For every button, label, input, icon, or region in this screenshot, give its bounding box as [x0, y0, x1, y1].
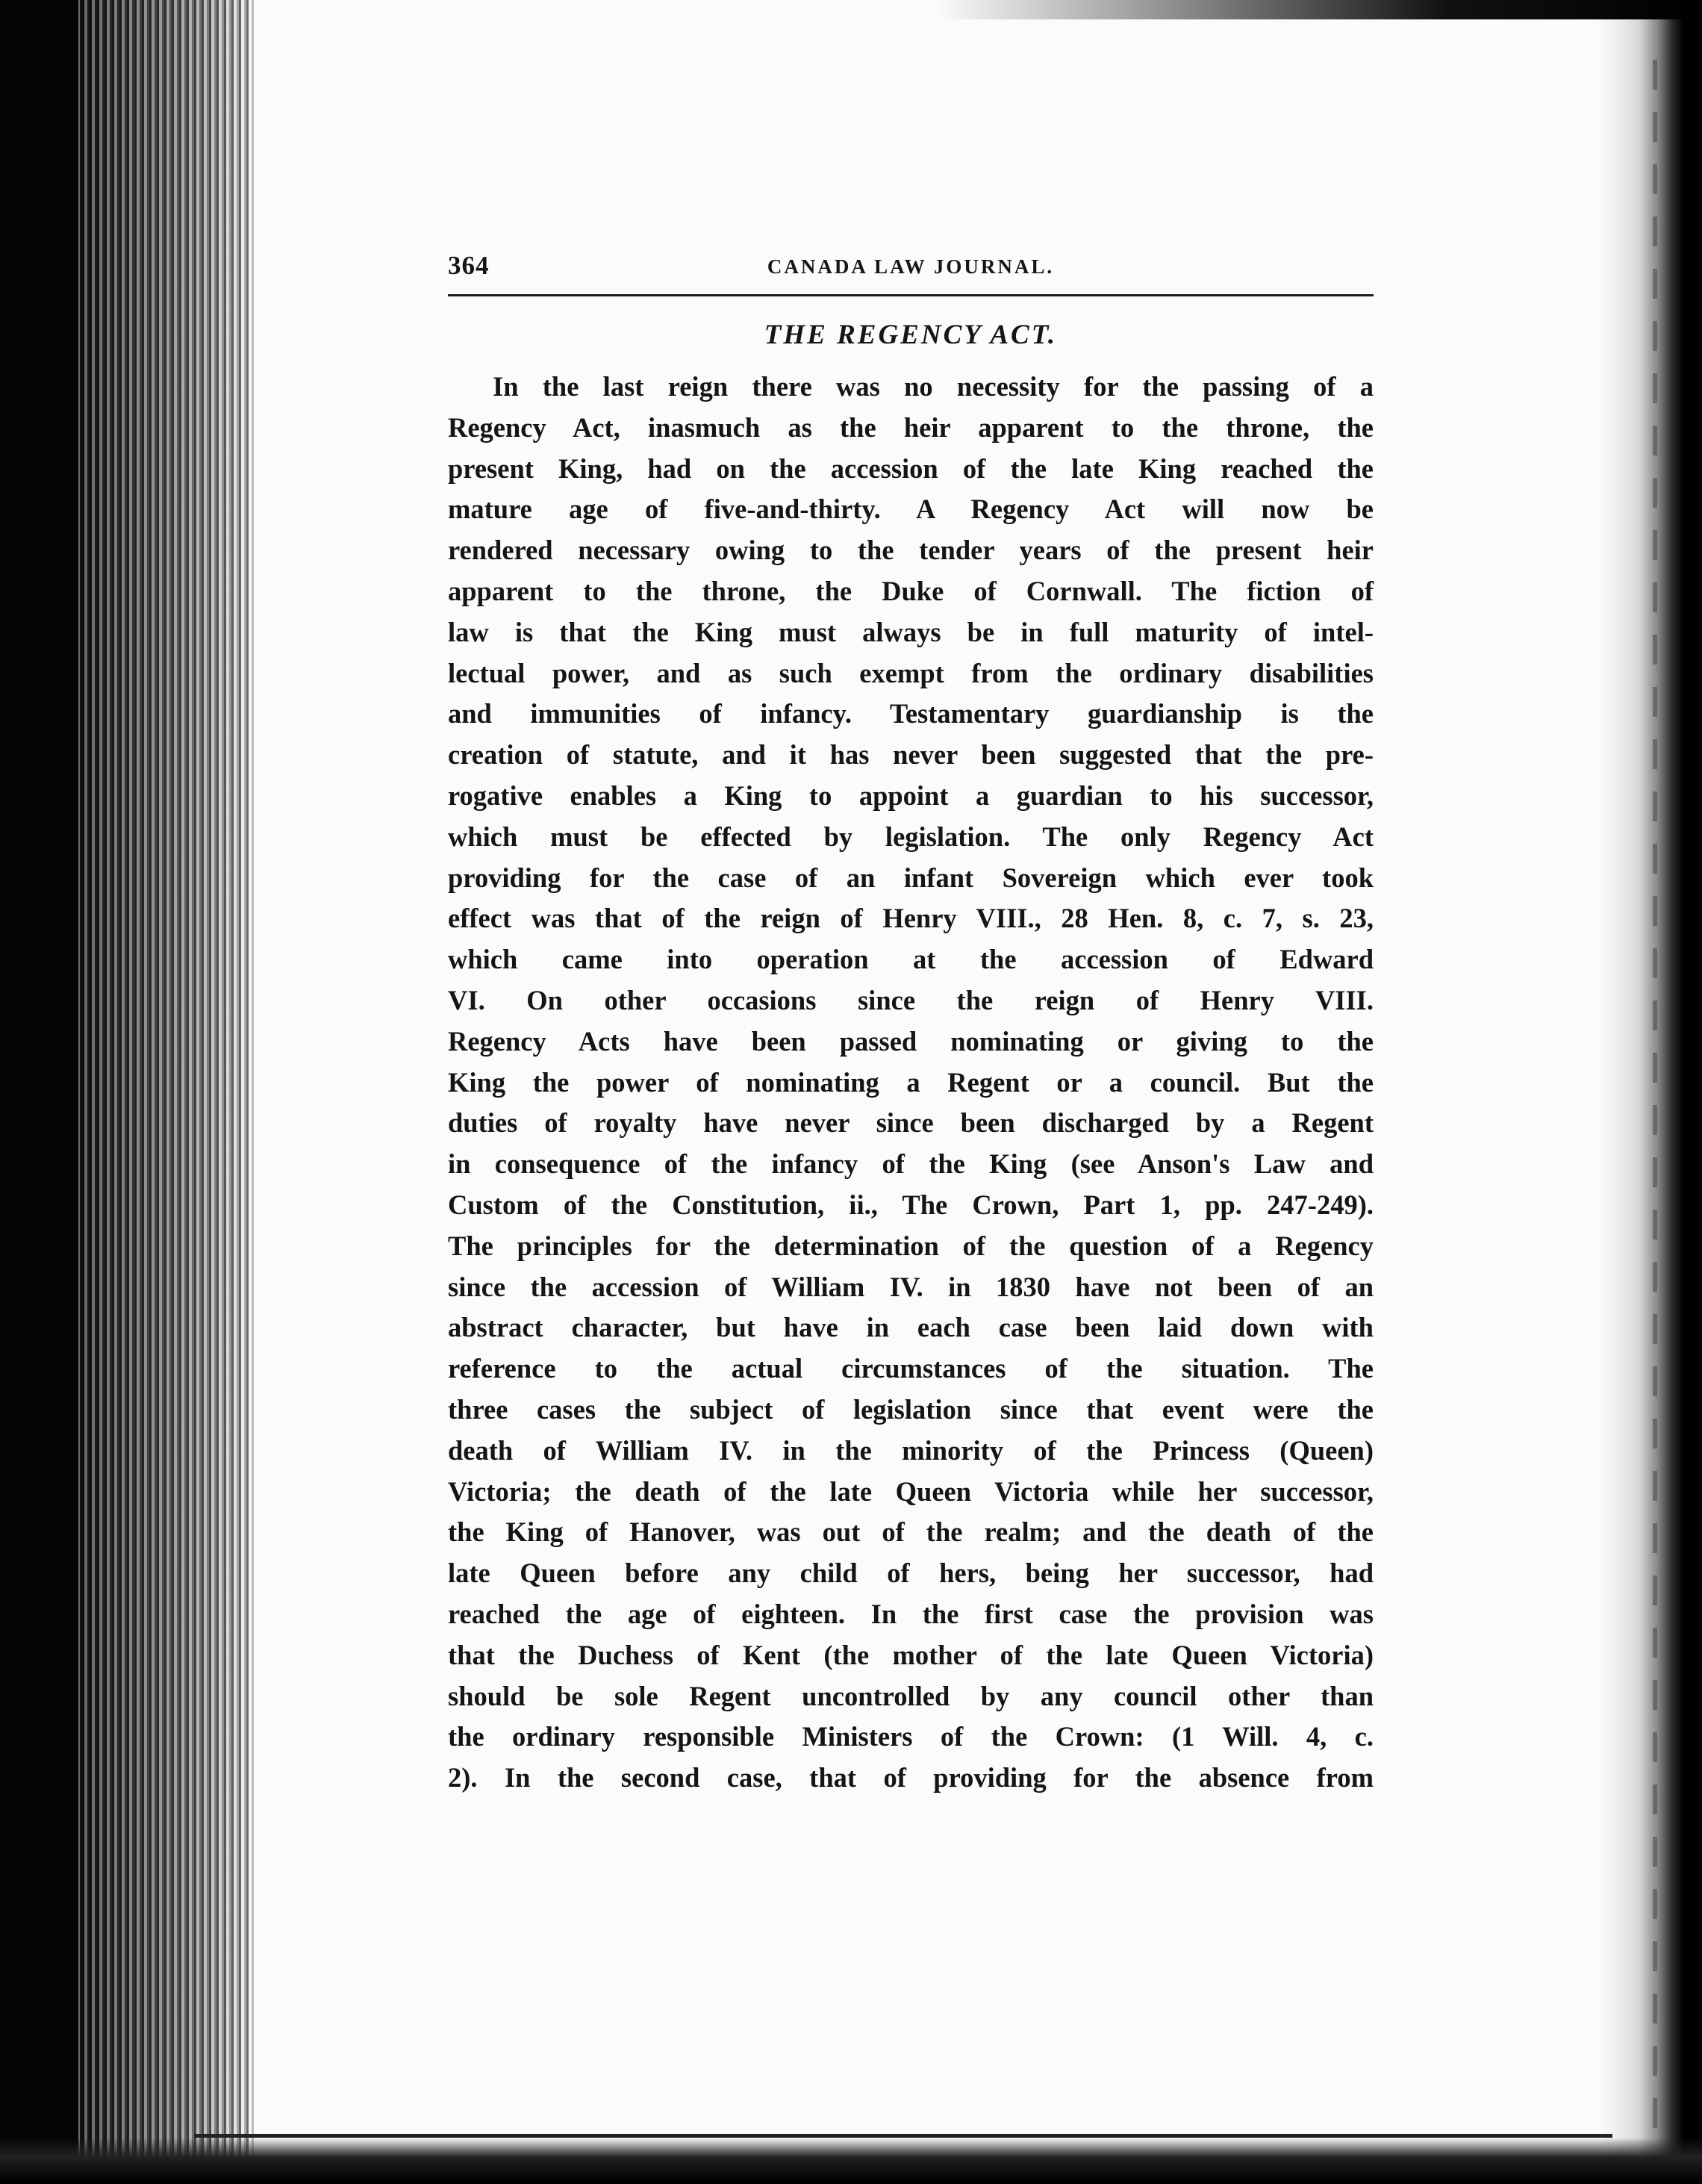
text-line: death of William IV. in the minority of the Princess (Queen) — [448, 1434, 1374, 1466]
text-line: rogative enables a King to appoint a guardian to his successor, — [448, 780, 1374, 811]
text-line: present King, had on the accession of the late King reached the — [448, 452, 1374, 484]
top-edge-shadow — [0, 0, 1702, 19]
text-line: creation of statute, and it has never been suggested that the pre- — [448, 739, 1374, 771]
text-line: In the last reign there was no necessity for the passing of a — [493, 371, 1374, 402]
article-title: THE REGENCY ACT. — [764, 320, 1058, 350]
text-line: apparent to the throne, the Duke of Cornwall. The fiction of — [448, 575, 1374, 606]
text-line: the King of Hanover, was out of the realm; and the death of the — [448, 1516, 1374, 1548]
text-line: Regency Act, inasmuch as the heir apparent to the throne, the — [448, 411, 1374, 443]
text-line: since the accession of William IV. in 1830 have not been of an — [448, 1271, 1374, 1302]
text-line: Victoria; the death of the late Queen Victoria while her successor, — [448, 1475, 1374, 1507]
text-line: VI. On other occasions since the reign of Henry VIII. — [448, 984, 1374, 1015]
text-line: mature age of five-and-thirty. A Regency Act will now be — [448, 494, 1374, 525]
bottom-edge-shadow — [0, 2138, 1702, 2184]
text-line: which must be effected by legislation. The only Regency Act — [448, 821, 1374, 852]
text-line: and immunities of infancy. Testamentary guardianship is the — [448, 698, 1374, 729]
text-line: reached the age of eighteen. In the first case the provision was — [448, 1598, 1374, 1629]
text-line: late Queen before any child of hers, being her successor, had — [448, 1558, 1374, 1589]
text-line: The principles for the determination of the question of a Regency — [448, 1230, 1374, 1261]
page-number: 364 — [448, 251, 490, 280]
text-line: three cases the subject of legislation since that event were the — [448, 1393, 1374, 1425]
text-line: should be sole Regent uncontrolled by any council other than — [448, 1680, 1374, 1711]
text-line: which came into operation at the accession of Edward — [448, 944, 1374, 975]
journal-title: CANADA LAW JOURNAL. — [767, 255, 1055, 278]
text-line: providing for the case of an infant Sovereign which ever took — [448, 862, 1374, 893]
text-line: King the power of nominating a Regent or a council. But the — [448, 1066, 1374, 1098]
text-line: abstract character, but have in each case been laid down with — [448, 1312, 1374, 1343]
running-head — [448, 246, 1374, 291]
text-line: duties of royalty have never since been discharged by a Regent — [448, 1107, 1374, 1139]
text-line: that the Duchess of Kent (the mother of the late Queen Victoria) — [448, 1639, 1374, 1670]
right-edge-texture — [1653, 60, 1657, 2135]
book-spine-edge — [0, 0, 78, 2184]
text-line: the ordinary responsible Ministers of the Crown: (1 Will. 4, c. — [448, 1721, 1374, 1752]
text-line: law is that the King must always be in full maturity of intel- — [448, 616, 1374, 647]
bottom-page-rule — [194, 2134, 1612, 2138]
text-line: lectual power, and as such exempt from the ordinary disabilities — [448, 657, 1374, 688]
text-line: rendered necessary owing to the tender years of the present heir — [448, 535, 1374, 566]
page-text-column — [448, 246, 1374, 1799]
text-line: in consequence of the infancy of the King (see Anson's Law and — [448, 1148, 1374, 1180]
text-line: Regency Acts have been passed nominating or giving to the — [448, 1025, 1374, 1057]
right-page-edge-shadow — [1597, 0, 1702, 2184]
text-line: 2). In the second case, that of providing for the absence from — [448, 1762, 1374, 1793]
article-body — [448, 367, 1374, 1799]
text-line: effect was that of the reign of Henry VIII., 28 Hen. 8, c. 7, s. 23, — [448, 903, 1374, 934]
text-line: reference to the actual circumstances of the situation. The — [448, 1353, 1374, 1384]
header-rule — [448, 294, 1374, 296]
text-line: Custom of the Constitution, ii., The Crown, Part 1, pp. 247-249). — [448, 1189, 1374, 1220]
